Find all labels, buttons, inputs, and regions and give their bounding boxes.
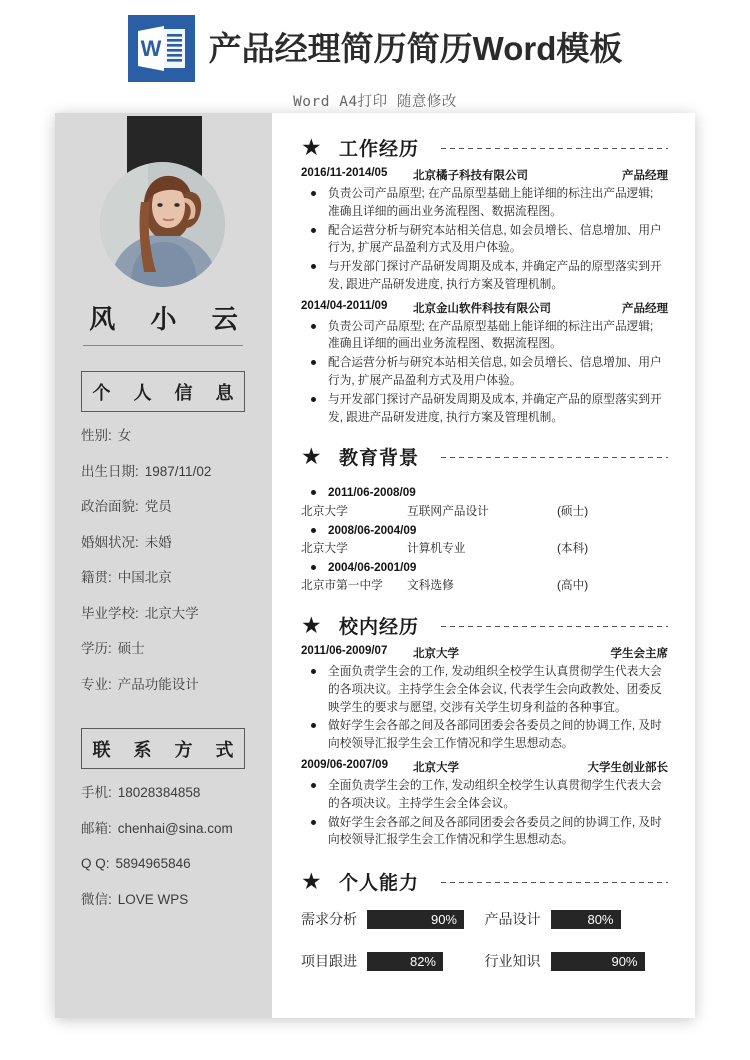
info-label: 微信: (81, 891, 112, 907)
education-degree: (硕士) (557, 504, 589, 518)
education-school: 北京市第一中学 (301, 579, 383, 592)
education-degree: (高中) (557, 579, 589, 592)
contact-info-list (81, 786, 271, 928)
education-detail-row (301, 577, 668, 595)
entry-header-line (301, 167, 668, 183)
info-row (81, 893, 271, 907)
skill-value: 90% (611, 953, 638, 969)
info-value: 中国北京 (117, 570, 172, 585)
education-degree: (本科) (557, 541, 589, 555)
info-value: 5894965846 (115, 856, 191, 871)
info-value: 硕士 (117, 641, 145, 656)
section-title-skills: 个人能力 (339, 873, 420, 895)
skill-item (485, 951, 669, 971)
skill-item (301, 909, 485, 929)
word-document-icon (128, 15, 195, 82)
name-divider (83, 345, 243, 346)
info-label: 邮箱: (81, 820, 112, 836)
section-title-work: 工作经历 (339, 139, 420, 160)
education-detail-row (301, 503, 668, 521)
banner-title-row (128, 15, 623, 82)
education-major: 互联网产品设计 (407, 504, 489, 518)
contact-info-heading: 联 系 方 式 (81, 728, 245, 769)
info-label: 性别: (81, 428, 112, 443)
banner-title: 产品经理简历简历Word模板 (208, 30, 623, 67)
resume-sidebar (55, 113, 272, 1018)
entry-bullet-list (301, 185, 668, 294)
star-icon: ★ (301, 134, 322, 160)
info-row (81, 607, 271, 621)
education-item (301, 484, 668, 520)
entry-bullet: 全面负责学生会的工作, 发动组织全校学生认真贯彻学生代表大会的各项决议。主持学生会全体会议。 (301, 777, 668, 813)
education-detail-row (301, 540, 668, 558)
resume-main-column (272, 113, 695, 1018)
info-value: 18028384858 (117, 785, 201, 800)
skill-label: 产品设计 (484, 911, 541, 928)
personal-info-list (81, 429, 271, 713)
info-value: 1987/11/02 (144, 463, 212, 479)
info-value: 党员 (144, 499, 172, 514)
skill-item (485, 909, 669, 929)
entry-role: 大学生创业部长 (587, 762, 668, 775)
info-value: 未婚 (144, 534, 172, 550)
education-school: 北京大学 (301, 504, 348, 518)
info-row (81, 678, 271, 692)
skill-item (301, 951, 485, 971)
info-label: 学历: (81, 641, 112, 656)
entry-date: 2014/04-2011/09 (301, 299, 388, 312)
info-row (81, 571, 271, 585)
section-dotted-rule (441, 626, 668, 627)
skill-value: 80% (587, 911, 614, 927)
personal-info-heading: 个 人 信 息 (81, 371, 245, 412)
entry-bullet: 与开发部门探讨产品研发周期及成本, 并确定产品的原型落实到开发, 跟进产品研发进度, 执行方案及管理机制。 (301, 258, 668, 294)
skill-bar (551, 910, 621, 929)
entry-bullet: 配合运营分析与研究本站相关信息, 如会员增长、信息增加、用户行为, 扩展产品盈利方式及用户体验。 (301, 354, 668, 390)
section-header-education (301, 443, 668, 470)
section-dotted-rule (441, 882, 668, 883)
education-date: 2008/06-2004/09 (301, 522, 668, 540)
star-icon: ★ (301, 868, 322, 895)
education-major: 计算机专业 (407, 541, 466, 555)
info-row (81, 786, 271, 800)
section-title-education: 教育背景 (339, 448, 420, 470)
section-dotted-rule (441, 457, 668, 458)
info-value: 女 (117, 428, 132, 443)
entry-date: 2016/11-2014/05 (301, 167, 388, 179)
star-icon: ★ (301, 612, 322, 639)
skill-bar (551, 952, 645, 971)
section-dotted-rule (441, 148, 668, 149)
info-row (81, 429, 271, 443)
info-label: 专业: (81, 676, 112, 692)
resume-page (55, 113, 695, 1018)
section-header-campus (301, 612, 668, 639)
section-title-campus: 校内经历 (339, 617, 420, 639)
banner-subtitle: Word A4打印 随意修改 (293, 94, 457, 110)
entry-organization: 北京大学 (413, 762, 459, 775)
page-header-banner (0, 0, 750, 110)
entry-role: 产品经理 (622, 170, 668, 182)
info-row (81, 465, 271, 479)
info-label: 出生日期: (81, 463, 139, 479)
entry-bullet: 负责公司产品原型; 在产品原型基础上能详细的标注出产品逻辑; 准确且详细的画出业务流程图、数据流程图。 (301, 318, 668, 354)
info-label: 手机: (81, 785, 112, 800)
entry-role: 产品经理 (622, 302, 668, 315)
entry-bullet: 配合运营分析与研究本站相关信息, 如会员增长、信息增加、用户行为, 扩展产品盈利方式及用户体验。 (301, 222, 668, 258)
entry-bullet: 与开发部门探讨产品研发周期及成本, 并确定产品的原型落实到开发, 跟进产品研发进度, 执行方案及管理机制。 (301, 391, 668, 427)
education-date: 2011/06-2008/09 (301, 484, 668, 502)
education-date: 2004/06-2001/09 (301, 559, 668, 577)
info-row (81, 500, 271, 514)
svg-text:W: W (140, 36, 162, 61)
info-row (81, 536, 271, 550)
info-row (81, 857, 271, 871)
skills-grid (301, 909, 668, 993)
info-label: Q Q: (81, 856, 110, 871)
entry-header-line (301, 300, 668, 316)
candidate-name: 风 小 云 (89, 304, 252, 334)
campus-experience-body (301, 645, 668, 849)
entry-organization: 北京橘子科技有限公司 (413, 170, 528, 182)
entry-bullet: 做好学生会各部之间及各部同团委会各委员之间的协调工作, 及时向校领导汇报学生会工作情况和学生思想动态。 (301, 717, 668, 753)
info-value: LOVE WPS (117, 891, 189, 907)
entry-organization: 北京大学 (413, 648, 459, 661)
star-icon: ★ (301, 443, 322, 470)
info-label: 籍贯: (81, 570, 112, 585)
education-item (301, 522, 668, 558)
entry-header-line (301, 645, 668, 661)
entry-bullet-list (301, 777, 668, 849)
info-row (81, 642, 271, 656)
entry-bullet-list (301, 318, 668, 427)
entry-header-line (301, 759, 668, 775)
entry-organization: 北京金山软件科技有限公司 (413, 302, 551, 315)
skill-value: 90% (430, 911, 457, 927)
entry-date: 2011/06-2009/07 (301, 645, 388, 658)
skill-bar (367, 910, 464, 929)
entry-bullet-list (301, 663, 668, 753)
education-body (301, 484, 668, 595)
info-label: 毕业学校: (81, 605, 139, 621)
entry-bullet: 全面负责学生会的工作, 发动组织全校学生认真贯彻学生代表大会的各项决议。主持学生会全体会议, 代表学生会向政教处、团委反映学生的要求与愿望, 交涉有关学生切身利益的各种事宜。 (301, 663, 668, 716)
entry-bullet: 做好学生会各部之间及各部同团委会各委员之间的协调工作, 及时向校领导汇报学生会工作情况和学生思想动态。 (301, 814, 668, 850)
entry-role: 学生会主席 (610, 648, 668, 661)
education-school: 北京大学 (301, 541, 348, 555)
entry-date: 2009/06-2007/09 (301, 759, 388, 772)
section-header-work (301, 134, 668, 161)
work-experience-body (301, 167, 668, 426)
info-label: 政治面貌: (81, 499, 139, 514)
section-header-skills (301, 868, 668, 895)
entry-bullet: 负责公司产品原型; 在产品原型基础上能详细的标注出产品逻辑; 准确且详细的画出业务流程图、数据流程图。 (301, 185, 668, 221)
education-major: 文科选修 (407, 579, 454, 592)
skill-bar (367, 952, 443, 971)
skill-label: 项目跟进 (301, 953, 357, 970)
avatar (100, 162, 225, 287)
skill-label: 需求分析 (301, 911, 357, 928)
info-value: chenhai@sina.com (117, 820, 233, 836)
skill-value: 82% (409, 953, 436, 969)
info-value: 北京大学 (144, 605, 199, 621)
info-row (81, 822, 271, 836)
info-label: 婚姻状况: (81, 534, 139, 550)
skill-label: 行业知识 (484, 953, 541, 970)
info-value: 产品功能设计 (117, 676, 199, 692)
education-item (301, 559, 668, 595)
